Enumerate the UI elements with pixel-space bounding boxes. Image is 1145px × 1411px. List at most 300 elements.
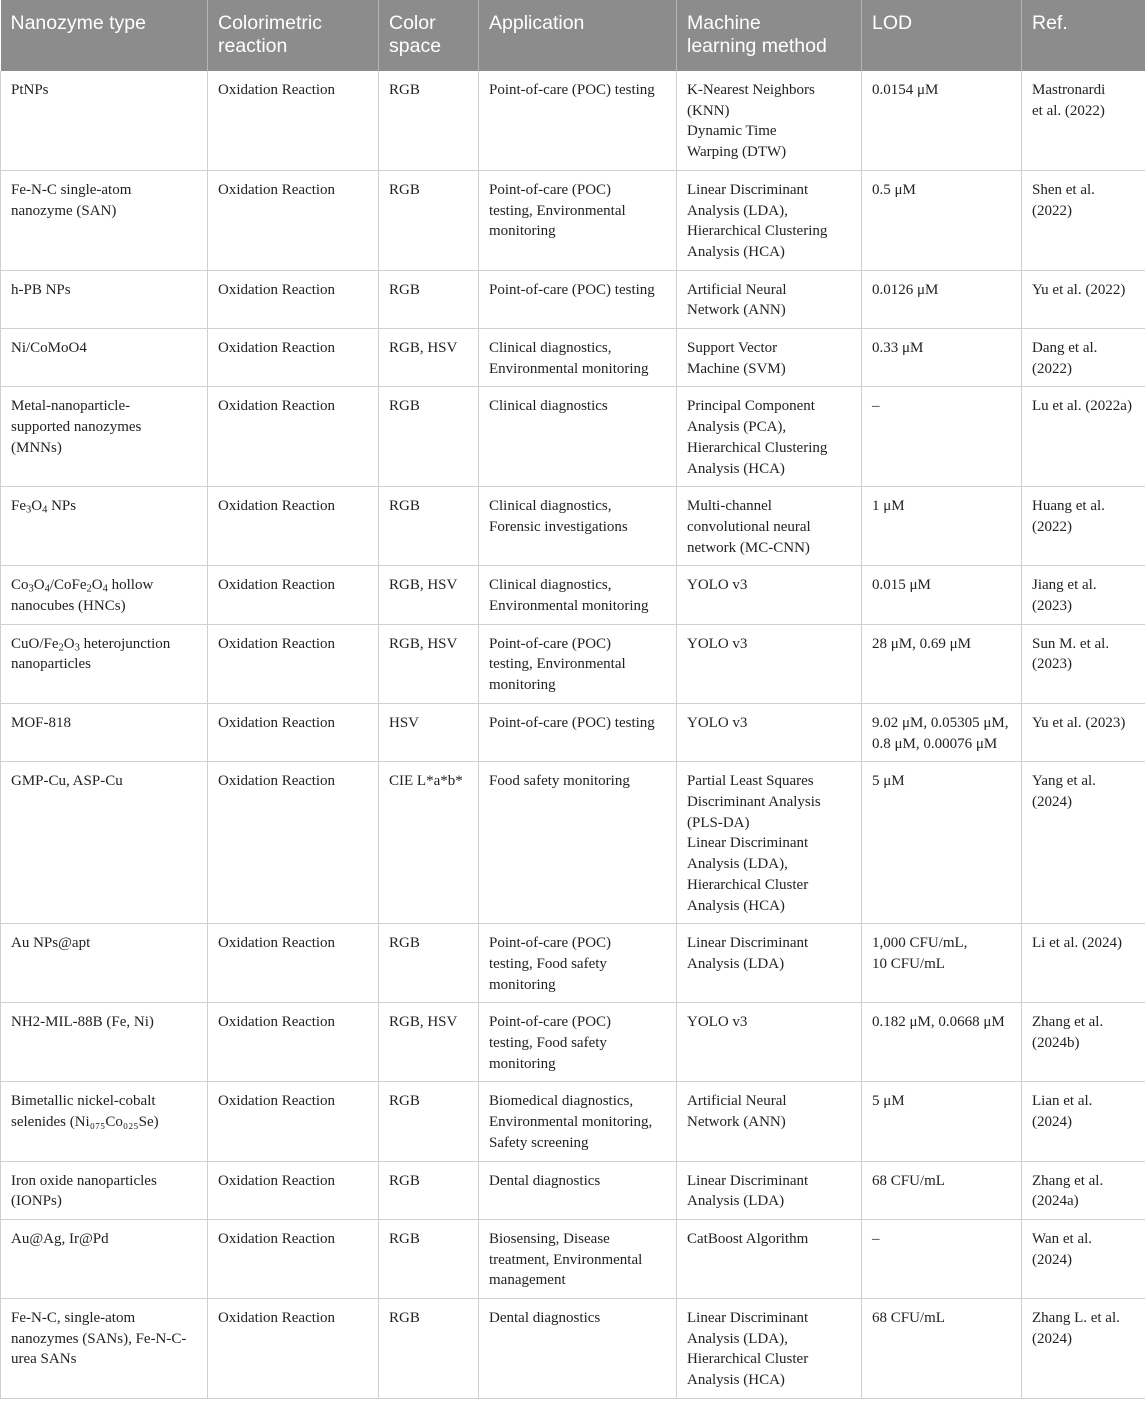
- cell-ml-method: [677, 329, 862, 387]
- cell-line: Analysis (LDA): [687, 955, 785, 972]
- cell-line: Discriminant Analysis: [687, 793, 821, 810]
- cell-line: testing, Environmental: [489, 202, 626, 219]
- cell-line: RGB: [389, 1172, 420, 1189]
- cell-line: 68 CFU/mL: [872, 1172, 945, 1189]
- cell-ml-method: [677, 566, 862, 624]
- cell-application: [479, 270, 677, 328]
- cell-line: Oxidation Reaction: [218, 398, 336, 415]
- header-application: [479, 0, 677, 71]
- cell-nanozyme-type: [1, 703, 208, 761]
- cell-line: 0.33 μM: [872, 340, 924, 357]
- cell-line: Oxidation Reaction: [218, 1093, 336, 1110]
- table-row: [1, 270, 1145, 328]
- cell-line: (2023): [1032, 656, 1072, 673]
- cell-line: Point-of-care (POC) testing: [489, 82, 655, 98]
- cell-line: Oxidation Reaction: [218, 1230, 336, 1247]
- cell-colorimetric-reaction: [208, 270, 379, 328]
- cell-lod: [862, 270, 1022, 328]
- cell-line: –: [872, 1230, 880, 1247]
- cell-line: (KNN): [687, 102, 730, 119]
- cell-line: Yu et al. (2022): [1032, 281, 1126, 298]
- header-line: Color: [389, 12, 436, 34]
- cell-line: Hierarchical Cluster: [687, 1351, 809, 1368]
- cell-line: Yang et al.: [1032, 773, 1096, 790]
- cell-line: (2024a): [1032, 1193, 1079, 1210]
- cell-ml-method: [677, 71, 862, 170]
- cell-line: Linear Discriminant: [687, 835, 809, 852]
- cell-nanozyme-type: [1, 1003, 208, 1082]
- cell-line: 0.0154 μM: [872, 82, 939, 98]
- cell-line: Lu et al. (2022a): [1032, 398, 1132, 415]
- cell-ml-method: [677, 924, 862, 1003]
- cell-line: testing, Food safety: [489, 1035, 607, 1052]
- cell-line: 9.02 μM, 0.05305 μM,: [872, 714, 1009, 731]
- cell-lod: [862, 1003, 1022, 1082]
- cell-colorimetric-reaction: [208, 387, 379, 487]
- cell-color-space: [379, 487, 479, 566]
- cell-colorimetric-reaction: [208, 170, 379, 270]
- cell-line: nanozymes (SANs), Fe-N-C-: [11, 1330, 187, 1347]
- cell-line: (2023): [1032, 598, 1072, 615]
- cell-ml-method: [677, 624, 862, 703]
- cell-line: RGB: [389, 1230, 420, 1247]
- table-row: [1, 387, 1145, 487]
- cell-line: (MNNs): [11, 439, 62, 456]
- cell-line: K-Nearest Neighbors: [687, 82, 815, 98]
- cell-application: [479, 1082, 677, 1161]
- header-line: LOD: [872, 12, 913, 34]
- header-line: Nanozyme type: [10, 12, 146, 34]
- cell-lod: [862, 703, 1022, 761]
- cell-line: MOF-818: [11, 714, 72, 731]
- cell-line: monitoring: [489, 677, 556, 694]
- cell-nanozyme-type: [1, 1082, 208, 1161]
- table-body: [1, 71, 1145, 1398]
- cell-line: Oxidation Reaction: [218, 577, 336, 594]
- cell-line: Analysis (HCA): [687, 460, 785, 477]
- cell-ref: [1022, 1082, 1145, 1161]
- cell-color-space: [379, 1219, 479, 1298]
- cell-ref: [1022, 624, 1145, 703]
- cell-line: 10 CFU/mL: [872, 955, 945, 972]
- cell-ml-method: [677, 1082, 862, 1161]
- cell-ml-method: [677, 1219, 862, 1298]
- cell-color-space: [379, 329, 479, 387]
- cell-line: GMP-Cu, ASP-Cu: [11, 773, 123, 790]
- cell-application: [479, 71, 677, 170]
- cell-line: Point-of-care (POC): [489, 181, 612, 198]
- cell-line: 0.5 μM: [872, 181, 916, 198]
- cell-line: $Fe_3O_4$ NPs: [11, 498, 77, 516]
- cell-lod: [862, 71, 1022, 170]
- cell-line: (2022): [1032, 202, 1072, 219]
- cell-line: network (MC-CNN): [687, 539, 810, 556]
- cell-line: Metal-nanoparticle-: [11, 398, 131, 415]
- cell-line: YOLO v3: [687, 577, 748, 594]
- table-row: [1, 1299, 1145, 1399]
- cell-colorimetric-reaction: [208, 1299, 379, 1399]
- cell-nanozyme-type: [1, 170, 208, 270]
- cell-line: CuO/$Fe_2O_3$ heterojunction: [11, 635, 171, 654]
- cell-line: Clinical diagnostics,: [489, 340, 612, 357]
- cell-colorimetric-reaction: [208, 329, 379, 387]
- cell-line: YOLO v3: [687, 1014, 748, 1031]
- cell-line: Network (ANN): [687, 302, 786, 319]
- cell-application: [479, 624, 677, 703]
- cell-line: RGB: [389, 498, 420, 515]
- cell-colorimetric-reaction: [208, 71, 379, 170]
- header-line: Colorimetric: [218, 12, 323, 34]
- header-color-space: [379, 0, 479, 71]
- cell-line: 0.0126 μM: [872, 281, 939, 298]
- table-row: [1, 703, 1145, 761]
- cell-line: Oxidation Reaction: [218, 498, 336, 515]
- table-row: [1, 71, 1145, 170]
- header-nanozyme-type: [1, 0, 208, 71]
- cell-nanozyme-type: [1, 387, 208, 487]
- cell-color-space: [379, 1003, 479, 1082]
- cell-line: Oxidation Reaction: [218, 1310, 336, 1327]
- cell-line: Shen et al.: [1032, 181, 1095, 198]
- cell-line: 5 μM: [872, 1093, 905, 1110]
- table-row: [1, 924, 1145, 1003]
- cell-line: Zhang et al.: [1032, 1014, 1104, 1031]
- cell-colorimetric-reaction: [208, 1003, 379, 1082]
- cell-application: [479, 387, 677, 487]
- cell-ml-method: [677, 170, 862, 270]
- cell-line: Oxidation Reaction: [218, 281, 336, 298]
- cell-color-space: [379, 170, 479, 270]
- cell-application: [479, 566, 677, 624]
- cell-line: Huang et al.: [1032, 498, 1105, 515]
- cell-line: Oxidation Reaction: [218, 340, 336, 357]
- table-row: [1, 1003, 1145, 1082]
- cell-application: [479, 703, 677, 761]
- cell-line: Jiang et al.: [1032, 577, 1097, 594]
- cell-line: Oxidation Reaction: [218, 1172, 336, 1189]
- cell-application: [479, 1161, 677, 1219]
- table-row: [1, 762, 1145, 924]
- cell-lod: [862, 487, 1022, 566]
- cell-lod: [862, 762, 1022, 924]
- cell-ml-method: [677, 1161, 862, 1219]
- cell-line: Environmental monitoring: [489, 360, 649, 377]
- cell-line: Point-of-care (POC) testing: [489, 714, 655, 731]
- header-line: Machine: [687, 12, 761, 34]
- cell-line: Hierarchical Clustering: [687, 439, 828, 456]
- cell-line: Environmental monitoring: [489, 598, 649, 615]
- cell-line: Analysis (HCA): [687, 243, 785, 260]
- cell-line: supported nanozymes: [11, 419, 142, 436]
- cell-colorimetric-reaction: [208, 1161, 379, 1219]
- cell-color-space: [379, 1299, 479, 1399]
- cell-line: h-PB NPs: [11, 281, 71, 298]
- cell-ml-method: [677, 487, 862, 566]
- cell-color-space: [379, 71, 479, 170]
- cell-line: RGB: [389, 935, 420, 952]
- table-row: [1, 1219, 1145, 1298]
- cell-line: Hierarchical Cluster: [687, 876, 809, 893]
- cell-line: (2024): [1032, 1330, 1072, 1347]
- cell-line: Dynamic Time: [687, 123, 777, 140]
- cell-line: convolutional neural: [687, 518, 811, 535]
- cell-line: Linear Discriminant: [687, 181, 809, 198]
- cell-line: monitoring: [489, 1055, 556, 1072]
- cell-application: [479, 762, 677, 924]
- cell-line: 68 CFU/mL: [872, 1310, 945, 1327]
- cell-application: [479, 487, 677, 566]
- table-row: [1, 566, 1145, 624]
- cell-lod: [862, 329, 1022, 387]
- cell-line: 1,000 CFU/mL,: [872, 935, 968, 952]
- cell-line: Analysis (HCA): [687, 1372, 785, 1389]
- cell-line: Point-of-care (POC) testing: [489, 281, 655, 298]
- cell-colorimetric-reaction: [208, 703, 379, 761]
- cell-line: Artificial Neural: [687, 281, 787, 298]
- cell-line: et al. (2022): [1032, 102, 1105, 119]
- cell-line: Network (ANN): [687, 1114, 786, 1131]
- cell-line: Analysis (LDA),: [687, 1330, 788, 1347]
- cell-color-space: [379, 1082, 479, 1161]
- cell-line: Food safety monitoring: [489, 773, 630, 790]
- cell-nanozyme-type: [1, 71, 208, 170]
- table-row: [1, 624, 1145, 703]
- cell-nanozyme-type: [1, 566, 208, 624]
- cell-line: Dental diagnostics: [489, 1172, 601, 1189]
- cell-colorimetric-reaction: [208, 487, 379, 566]
- table-row: [1, 329, 1145, 387]
- cell-line: CIE L*a*b*: [389, 773, 463, 790]
- cell-line: Ni/CoMoO4: [11, 340, 87, 357]
- cell-lod: [862, 1161, 1022, 1219]
- cell-line: Bimetallic nickel-cobalt: [11, 1093, 156, 1110]
- table-row: [1, 487, 1145, 566]
- cell-ref: [1022, 170, 1145, 270]
- cell-line: 0.015 μM: [872, 577, 931, 594]
- cell-line: RGB, HSV: [389, 635, 458, 652]
- cell-line: selenides (Ni₀₇₅Co₀₂₅Se): [11, 1114, 159, 1131]
- cell-line: (2022): [1032, 518, 1072, 535]
- cell-line: nanoparticles: [11, 656, 91, 673]
- cell-line: Biomedical diagnostics,: [489, 1093, 634, 1110]
- cell-ref: [1022, 1299, 1145, 1399]
- cell-line: 0.8 μM, 0.00076 μM: [872, 735, 998, 752]
- cell-line: Lian et al.: [1032, 1093, 1093, 1110]
- cell-line: Hierarchical Clustering: [687, 223, 828, 240]
- cell-nanozyme-type: [1, 329, 208, 387]
- cell-line: Oxidation Reaction: [218, 1014, 336, 1031]
- cell-line: YOLO v3: [687, 714, 748, 731]
- cell-line: Oxidation Reaction: [218, 635, 336, 652]
- cell-ml-method: [677, 387, 862, 487]
- cell-line: Wan et al.: [1032, 1230, 1093, 1247]
- cell-line: 28 μM, 0.69 μM: [872, 635, 972, 652]
- cell-line: Artificial Neural: [687, 1093, 787, 1110]
- cell-line: Principal Component: [687, 398, 815, 415]
- cell-colorimetric-reaction: [208, 566, 379, 624]
- cell-line: Biosensing, Disease: [489, 1230, 610, 1247]
- cell-ref: [1022, 566, 1145, 624]
- header-ref: [1022, 0, 1145, 71]
- cell-ml-method: [677, 270, 862, 328]
- cell-line: RGB: [389, 181, 420, 198]
- table-row: [1, 170, 1145, 270]
- cell-color-space: [379, 703, 479, 761]
- cell-line: Oxidation Reaction: [218, 714, 336, 731]
- cell-line: Oxidation Reaction: [218, 181, 336, 198]
- cell-line: monitoring: [489, 976, 556, 993]
- cell-line: (2022): [1032, 360, 1072, 377]
- cell-ref: [1022, 387, 1145, 487]
- cell-line: RGB: [389, 82, 420, 98]
- cell-line: $Co_3O_4/CoFe_2O_4$ hollow: [11, 577, 154, 595]
- cell-line: Clinical diagnostics: [489, 398, 608, 415]
- cell-line: Fe-N-C single-atom: [11, 181, 132, 198]
- cell-line: PtNPs: [11, 82, 49, 98]
- cell-colorimetric-reaction: [208, 1082, 379, 1161]
- cell-nanozyme-type: [1, 1299, 208, 1399]
- cell-line: Linear Discriminant: [687, 935, 809, 952]
- cell-line: treatment, Environmental: [489, 1251, 643, 1268]
- cell-line: NH2-MIL-88B (Fe, Ni): [11, 1014, 154, 1031]
- cell-application: [479, 924, 677, 1003]
- cell-line: Dental diagnostics: [489, 1310, 601, 1327]
- table-row: [1, 1161, 1145, 1219]
- cell-ref: [1022, 1219, 1145, 1298]
- cell-ref: [1022, 1003, 1145, 1082]
- cell-line: Forensic investigations: [489, 518, 628, 535]
- cell-nanozyme-type: [1, 924, 208, 1003]
- cell-line: Oxidation Reaction: [218, 773, 336, 790]
- cell-line: Oxidation Reaction: [218, 82, 336, 98]
- cell-line: Zhang et al.: [1032, 1172, 1104, 1189]
- cell-line: monitoring: [489, 223, 556, 240]
- cell-line: Yu et al. (2023): [1032, 714, 1126, 731]
- cell-line: 5 μM: [872, 773, 905, 790]
- cell-line: (2024): [1032, 793, 1072, 810]
- cell-line: Oxidation Reaction: [218, 935, 336, 952]
- cell-line: RGB, HSV: [389, 340, 458, 357]
- cell-line: RGB: [389, 1310, 420, 1327]
- cell-nanozyme-type: [1, 762, 208, 924]
- cell-line: RGB: [389, 398, 420, 415]
- cell-nanozyme-type: [1, 1161, 208, 1219]
- cell-line: Mastronardi: [1032, 82, 1106, 98]
- cell-lod: [862, 566, 1022, 624]
- cell-line: Analysis (HCA): [687, 897, 785, 914]
- cell-nanozyme-type: [1, 270, 208, 328]
- cell-ref: [1022, 703, 1145, 761]
- cell-lod: [862, 387, 1022, 487]
- header-line: reaction: [218, 35, 288, 57]
- cell-line: testing, Food safety: [489, 955, 607, 972]
- cell-line: RGB, HSV: [389, 577, 458, 594]
- cell-line: Iron oxide nanoparticles: [11, 1172, 157, 1189]
- cell-line: 0.182 μM, 0.0668 μM: [872, 1014, 1005, 1031]
- cell-lod: [862, 1082, 1022, 1161]
- cell-line: Fe-N-C, single-atom: [11, 1310, 136, 1327]
- cell-application: [479, 1219, 677, 1298]
- header-line: space: [389, 35, 442, 57]
- cell-colorimetric-reaction: [208, 1219, 379, 1298]
- cell-line: RGB, HSV: [389, 1014, 458, 1031]
- cell-line: RGB: [389, 281, 420, 298]
- cell-line: Zhang L. et al.: [1032, 1310, 1120, 1327]
- cell-nanozyme-type: [1, 487, 208, 566]
- cell-ref: [1022, 487, 1145, 566]
- cell-color-space: [379, 1161, 479, 1219]
- header-lod: [862, 0, 1022, 71]
- cell-line: Safety screening: [489, 1134, 589, 1151]
- cell-line: Analysis (LDA): [687, 1193, 785, 1210]
- cell-application: [479, 329, 677, 387]
- cell-color-space: [379, 387, 479, 487]
- cell-line: HSV: [389, 714, 420, 731]
- cell-line: Analysis (LDA),: [687, 202, 788, 219]
- cell-line: nanocubes (HNCs): [11, 598, 126, 615]
- cell-line: Support Vector: [687, 340, 778, 357]
- cell-line: urea SANs: [11, 1351, 77, 1368]
- cell-line: Machine (SVM): [687, 360, 786, 377]
- cell-ml-method: [677, 1003, 862, 1082]
- cell-application: [479, 170, 677, 270]
- cell-line: (2024): [1032, 1251, 1072, 1268]
- cell-line: RGB: [389, 1093, 420, 1110]
- cell-lod: [862, 924, 1022, 1003]
- cell-line: Multi-channel: [687, 498, 772, 515]
- cell-ml-method: [677, 762, 862, 924]
- cell-colorimetric-reaction: [208, 762, 379, 924]
- cell-line: Dang et al.: [1032, 340, 1098, 357]
- cell-ref: [1022, 1161, 1145, 1219]
- cell-line: Warping (DTW): [687, 144, 787, 161]
- cell-line: Environmental monitoring,: [489, 1114, 653, 1131]
- cell-lod: [862, 624, 1022, 703]
- cell-colorimetric-reaction: [208, 924, 379, 1003]
- cell-line: nanozyme (SAN): [11, 202, 117, 219]
- cell-ml-method: [677, 1299, 862, 1399]
- header-line: Ref.: [1032, 12, 1068, 34]
- cell-line: Linear Discriminant: [687, 1310, 809, 1327]
- cell-line: Au@Ag, Ir@Pd: [11, 1230, 109, 1247]
- header-line: Application: [489, 12, 585, 34]
- header-colorimetric-reaction: [208, 0, 379, 71]
- header-line: learning method: [687, 35, 827, 57]
- cell-line: Linear Discriminant: [687, 1172, 809, 1189]
- cell-ref: [1022, 924, 1145, 1003]
- cell-lod: [862, 170, 1022, 270]
- cell-line: Analysis (PCA),: [687, 419, 787, 436]
- cell-line: management: [489, 1272, 566, 1289]
- cell-nanozyme-type: [1, 624, 208, 703]
- cell-application: [479, 1003, 677, 1082]
- cell-line: (IONPs): [11, 1193, 62, 1210]
- cell-ref: [1022, 71, 1145, 170]
- cell-color-space: [379, 762, 479, 924]
- cell-line: Point-of-care (POC): [489, 1014, 612, 1031]
- cell-ref: [1022, 329, 1145, 387]
- cell-line: Clinical diagnostics,: [489, 577, 612, 594]
- cell-line: 1 μM: [872, 498, 905, 515]
- cell-ml-method: [677, 703, 862, 761]
- cell-line: YOLO v3: [687, 635, 748, 652]
- cell-line: Partial Least Squares: [687, 773, 814, 790]
- cell-lod: [862, 1219, 1022, 1298]
- cell-line: Au NPs@apt: [11, 935, 91, 952]
- cell-line: Li et al. (2024): [1032, 935, 1122, 952]
- cell-line: (2024b): [1032, 1035, 1080, 1052]
- cell-line: Point-of-care (POC): [489, 935, 612, 952]
